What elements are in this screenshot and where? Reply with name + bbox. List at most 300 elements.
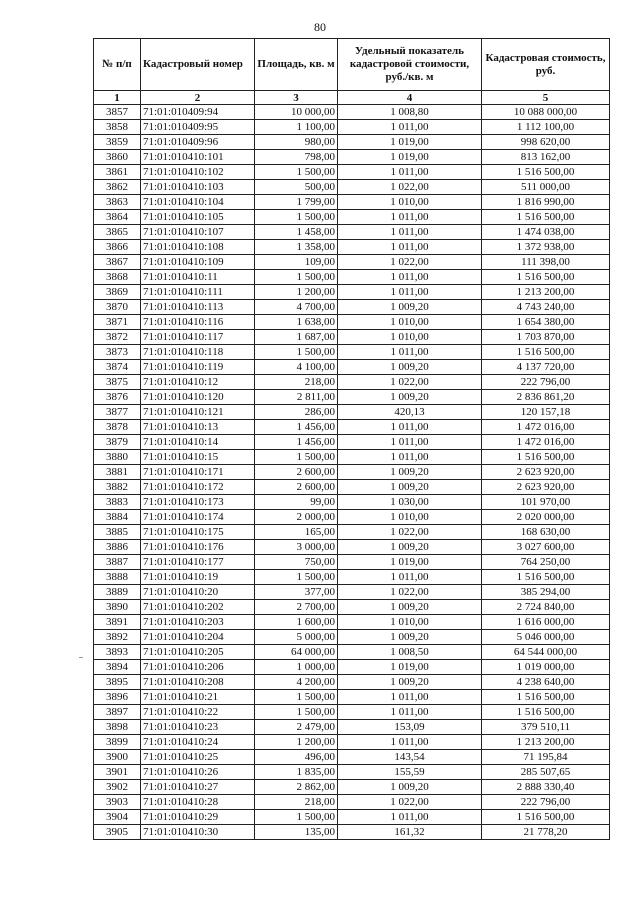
table-row — [94, 660, 610, 675]
table-header-row — [94, 39, 610, 91]
cadastral-value: 1 112 100,00 — [482, 120, 610, 135]
cadastral-value: 168 630,00 — [482, 525, 610, 540]
cadastral-number: 71:01:010410:11 — [141, 270, 255, 285]
row-number: 3894 — [94, 660, 141, 675]
cadastral-number: 71:01:010410:206 — [141, 660, 255, 675]
unit-value: 1 030,00 — [338, 495, 482, 510]
row-number: 3901 — [94, 765, 141, 780]
cadastral-number: 71:01:010410:103 — [141, 180, 255, 195]
cadastral-value: 222 796,00 — [482, 795, 610, 810]
area-value: 1 500,00 — [255, 570, 338, 585]
area-value: 1 358,00 — [255, 240, 338, 255]
area-value: 218,00 — [255, 375, 338, 390]
area-value: 4 700,00 — [255, 300, 338, 315]
table-row — [94, 165, 610, 180]
row-number: 3885 — [94, 525, 141, 540]
row-number: 3884 — [94, 510, 141, 525]
cadastral-number: 71:01:010410:13 — [141, 420, 255, 435]
row-number: 3903 — [94, 795, 141, 810]
table-row — [94, 345, 610, 360]
area-value: 2 000,00 — [255, 510, 338, 525]
header-cadastral-value: Кадастровая стоимость, руб. — [482, 39, 610, 91]
unit-value: 1 019,00 — [338, 135, 482, 150]
cadastral-number: 71:01:010410:119 — [141, 360, 255, 375]
cadastral-value: 1 703 870,00 — [482, 330, 610, 345]
cadastral-value: 1 472 016,00 — [482, 420, 610, 435]
unit-value: 1 022,00 — [338, 525, 482, 540]
table-row — [94, 420, 610, 435]
area-value: 4 200,00 — [255, 675, 338, 690]
page-number: 80 — [314, 20, 326, 34]
row-number: 3861 — [94, 165, 141, 180]
unit-value: 1 009,20 — [338, 630, 482, 645]
row-number: 3873 — [94, 345, 141, 360]
area-value: 1 500,00 — [255, 210, 338, 225]
cadastral-value: 1 516 500,00 — [482, 570, 610, 585]
cadastral-number: 71:01:010410:14 — [141, 435, 255, 450]
unit-value: 1 022,00 — [338, 585, 482, 600]
unit-value: 1 011,00 — [338, 285, 482, 300]
table-row — [94, 255, 610, 270]
cadastral-number: 71:01:010410:204 — [141, 630, 255, 645]
table-row — [94, 150, 610, 165]
row-number: 3875 — [94, 375, 141, 390]
cadastral-value: 2 888 330,40 — [482, 780, 610, 795]
unit-value: 143,54 — [338, 750, 482, 765]
cadastral-value: 1 516 500,00 — [482, 345, 610, 360]
cadastral-number: 71:01:010410:24 — [141, 735, 255, 750]
area-value: 1 500,00 — [255, 450, 338, 465]
cadastral-value: 813 162,00 — [482, 150, 610, 165]
area-value: 1 687,00 — [255, 330, 338, 345]
cadastral-value: 2 623 920,00 — [482, 480, 610, 495]
cadastral-number: 71:01:010410:101 — [141, 150, 255, 165]
cadastral-value: 1 516 500,00 — [482, 210, 610, 225]
cadastral-value: 4 743 240,00 — [482, 300, 610, 315]
unit-value: 1 009,20 — [338, 780, 482, 795]
unit-value: 1 009,20 — [338, 675, 482, 690]
table-row — [94, 180, 610, 195]
cadastral-number: 71:01:010409:94 — [141, 105, 255, 120]
row-number: 3859 — [94, 135, 141, 150]
area-value: 64 000,00 — [255, 645, 338, 660]
cadastral-number: 71:01:010410:202 — [141, 600, 255, 615]
table-row — [94, 495, 610, 510]
unit-value: 1 011,00 — [338, 705, 482, 720]
area-value: 2 811,00 — [255, 390, 338, 405]
cadastral-number: 71:01:010410:108 — [141, 240, 255, 255]
cadastral-number: 71:01:010410:27 — [141, 780, 255, 795]
header-row-number: № п/п — [94, 39, 141, 91]
cadastral-number: 71:01:010410:121 — [141, 405, 255, 420]
table-row — [94, 795, 610, 810]
area-value: 2 700,00 — [255, 600, 338, 615]
row-number: 3869 — [94, 285, 141, 300]
table-row — [94, 615, 610, 630]
unit-value: 1 022,00 — [338, 255, 482, 270]
scan-mark — [79, 657, 83, 658]
area-value: 1 600,00 — [255, 615, 338, 630]
row-number: 3895 — [94, 675, 141, 690]
unit-value: 1 011,00 — [338, 270, 482, 285]
unit-value: 1 011,00 — [338, 570, 482, 585]
column-number: 2 — [141, 91, 255, 105]
row-number: 3888 — [94, 570, 141, 585]
cadastral-value: 222 796,00 — [482, 375, 610, 390]
row-number: 3872 — [94, 330, 141, 345]
column-number: 5 — [482, 91, 610, 105]
row-number: 3866 — [94, 240, 141, 255]
cadastral-value: 1 019 000,00 — [482, 660, 610, 675]
cadastral-value: 5 046 000,00 — [482, 630, 610, 645]
unit-value: 1 009,20 — [338, 600, 482, 615]
header-unit-value: Удельный показатель кадастровой стоимости, руб./кв. м — [338, 39, 482, 91]
table-row — [94, 390, 610, 405]
area-value: 109,00 — [255, 255, 338, 270]
row-number: 3876 — [94, 390, 141, 405]
table-row — [94, 375, 610, 390]
cadastral-number: 71:01:010410:29 — [141, 810, 255, 825]
area-value: 10 000,00 — [255, 105, 338, 120]
cadastral-value: 379 510,11 — [482, 720, 610, 735]
table-row — [94, 330, 610, 345]
unit-value: 1 019,00 — [338, 150, 482, 165]
table-row — [94, 450, 610, 465]
cadastral-value: 1 372 938,00 — [482, 240, 610, 255]
row-number: 3878 — [94, 420, 141, 435]
row-number: 3863 — [94, 195, 141, 210]
area-value: 1 638,00 — [255, 315, 338, 330]
cadastral-number: 71:01:010410:171 — [141, 465, 255, 480]
row-number: 3898 — [94, 720, 141, 735]
cadastral-number: 71:01:010410:22 — [141, 705, 255, 720]
row-number: 3881 — [94, 465, 141, 480]
cadastral-value: 1 616 000,00 — [482, 615, 610, 630]
area-value: 798,00 — [255, 150, 338, 165]
cadastral-value: 1 474 038,00 — [482, 225, 610, 240]
unit-value: 1 011,00 — [338, 420, 482, 435]
header-cadastral-number: Кадастровый номер — [141, 39, 255, 91]
row-number: 3870 — [94, 300, 141, 315]
table-row — [94, 225, 610, 240]
row-number: 3892 — [94, 630, 141, 645]
cadastral-number: 71:01:010409:95 — [141, 120, 255, 135]
cadastral-value: 1 516 500,00 — [482, 690, 610, 705]
row-number: 3877 — [94, 405, 141, 420]
cadastral-number: 71:01:010410:105 — [141, 210, 255, 225]
unit-value: 1 011,00 — [338, 120, 482, 135]
area-value: 135,00 — [255, 825, 338, 840]
area-value: 165,00 — [255, 525, 338, 540]
unit-value: 1 008,50 — [338, 645, 482, 660]
table-row — [94, 195, 610, 210]
row-number: 3880 — [94, 450, 141, 465]
unit-value: 1 022,00 — [338, 795, 482, 810]
cadastral-number: 71:01:010410:26 — [141, 765, 255, 780]
unit-value: 1 022,00 — [338, 375, 482, 390]
area-value: 5 000,00 — [255, 630, 338, 645]
cadastral-value: 998 620,00 — [482, 135, 610, 150]
table-row — [94, 285, 610, 300]
row-number: 3896 — [94, 690, 141, 705]
row-number: 3879 — [94, 435, 141, 450]
table-row — [94, 315, 610, 330]
cadastral-number: 71:01:010410:109 — [141, 255, 255, 270]
area-value: 4 100,00 — [255, 360, 338, 375]
cadastral-number: 71:01:010410:21 — [141, 690, 255, 705]
cadastral-value: 21 778,20 — [482, 825, 610, 840]
area-value: 2 862,00 — [255, 780, 338, 795]
area-value: 1 799,00 — [255, 195, 338, 210]
area-value: 1 500,00 — [255, 345, 338, 360]
column-number: 3 — [255, 91, 338, 105]
unit-value: 1 010,00 — [338, 330, 482, 345]
cadastral-value: 1 516 500,00 — [482, 705, 610, 720]
table-row — [94, 705, 610, 720]
cadastral-value: 385 294,00 — [482, 585, 610, 600]
area-value: 2 600,00 — [255, 480, 338, 495]
cadastral-value: 111 398,00 — [482, 255, 610, 270]
table-row — [94, 510, 610, 525]
cadastral-number: 71:01:010410:12 — [141, 375, 255, 390]
cadastral-number: 71:01:010410:102 — [141, 165, 255, 180]
table-row — [94, 675, 610, 690]
unit-value: 1 010,00 — [338, 615, 482, 630]
row-number: 3868 — [94, 270, 141, 285]
table-row — [94, 405, 610, 420]
cadastral-number: 71:01:010410:111 — [141, 285, 255, 300]
cadastral-number: 71:01:010410:174 — [141, 510, 255, 525]
cadastral-value: 2 623 920,00 — [482, 465, 610, 480]
table-row — [94, 780, 610, 795]
cadastral-value: 1 472 016,00 — [482, 435, 610, 450]
row-number: 3890 — [94, 600, 141, 615]
cadastral-number: 71:01:010410:20 — [141, 585, 255, 600]
unit-value: 1 011,00 — [338, 345, 482, 360]
area-value: 2 600,00 — [255, 465, 338, 480]
unit-value: 1 009,20 — [338, 360, 482, 375]
cadastral-value: 3 027 600,00 — [482, 540, 610, 555]
row-number: 3865 — [94, 225, 141, 240]
row-number: 3858 — [94, 120, 141, 135]
area-value: 1 500,00 — [255, 690, 338, 705]
cadastral-value-table — [93, 38, 610, 840]
table-row — [94, 570, 610, 585]
area-value: 1 200,00 — [255, 735, 338, 750]
unit-value: 1 009,20 — [338, 480, 482, 495]
row-number: 3886 — [94, 540, 141, 555]
cadastral-number: 71:01:010410:117 — [141, 330, 255, 345]
cadastral-number: 71:01:010410:107 — [141, 225, 255, 240]
cadastral-value: 4 238 640,00 — [482, 675, 610, 690]
row-number: 3891 — [94, 615, 141, 630]
cadastral-value: 1 654 380,00 — [482, 315, 610, 330]
row-number: 3857 — [94, 105, 141, 120]
area-value: 3 000,00 — [255, 540, 338, 555]
table-row — [94, 810, 610, 825]
table-row — [94, 720, 610, 735]
cadastral-value: 1 516 500,00 — [482, 810, 610, 825]
area-value: 1 200,00 — [255, 285, 338, 300]
area-value: 1 500,00 — [255, 810, 338, 825]
cadastral-number: 71:01:010410:177 — [141, 555, 255, 570]
cadastral-value: 4 137 720,00 — [482, 360, 610, 375]
cadastral-number: 71:01:010410:104 — [141, 195, 255, 210]
cadastral-number: 71:01:010410:173 — [141, 495, 255, 510]
cadastral-value: 2 836 861,20 — [482, 390, 610, 405]
unit-value: 1 010,00 — [338, 315, 482, 330]
cadastral-value: 1 213 200,00 — [482, 735, 610, 750]
row-number: 3897 — [94, 705, 141, 720]
cadastral-number: 71:01:010410:118 — [141, 345, 255, 360]
row-number: 3883 — [94, 495, 141, 510]
table-row — [94, 600, 610, 615]
area-value: 99,00 — [255, 495, 338, 510]
cadastral-value: 71 195,84 — [482, 750, 610, 765]
cadastral-number: 71:01:010410:205 — [141, 645, 255, 660]
area-value: 377,00 — [255, 585, 338, 600]
cadastral-value: 1 516 500,00 — [482, 165, 610, 180]
table-row — [94, 525, 610, 540]
cadastral-value: 1 213 200,00 — [482, 285, 610, 300]
area-value: 1 835,00 — [255, 765, 338, 780]
cadastral-value: 1 516 500,00 — [482, 450, 610, 465]
cadastral-number: 71:01:010409:96 — [141, 135, 255, 150]
unit-value: 1 010,00 — [338, 510, 482, 525]
unit-value: 1 011,00 — [338, 735, 482, 750]
unit-value: 1 009,20 — [338, 300, 482, 315]
unit-value: 1 011,00 — [338, 240, 482, 255]
header-area: Площадь, кв. м — [255, 39, 338, 91]
cadastral-number: 71:01:010410:116 — [141, 315, 255, 330]
row-number: 3905 — [94, 825, 141, 840]
table-row — [94, 555, 610, 570]
area-value: 286,00 — [255, 405, 338, 420]
cadastral-value: 1 816 990,00 — [482, 195, 610, 210]
cadastral-number: 71:01:010410:203 — [141, 615, 255, 630]
row-number: 3900 — [94, 750, 141, 765]
cadastral-value: 511 000,00 — [482, 180, 610, 195]
cadastral-number: 71:01:010410:172 — [141, 480, 255, 495]
area-value: 1 500,00 — [255, 705, 338, 720]
cadastral-number: 71:01:010410:28 — [141, 795, 255, 810]
unit-value: 1 019,00 — [338, 660, 482, 675]
unit-value: 1 011,00 — [338, 435, 482, 450]
table-row — [94, 645, 610, 660]
row-number: 3889 — [94, 585, 141, 600]
row-number: 3904 — [94, 810, 141, 825]
cadastral-value: 64 544 000,00 — [482, 645, 610, 660]
row-number: 3882 — [94, 480, 141, 495]
table-body — [94, 105, 610, 840]
cadastral-number: 71:01:010410:25 — [141, 750, 255, 765]
area-value: 218,00 — [255, 795, 338, 810]
cadastral-number: 71:01:010410:120 — [141, 390, 255, 405]
cadastral-number: 71:01:010410:176 — [141, 540, 255, 555]
table-row — [94, 750, 610, 765]
row-number: 3902 — [94, 780, 141, 795]
table-row — [94, 630, 610, 645]
table-row — [94, 765, 610, 780]
table-row — [94, 690, 610, 705]
column-number-row — [94, 91, 610, 105]
unit-value: 1 011,00 — [338, 450, 482, 465]
row-number: 3864 — [94, 210, 141, 225]
cadastral-number: 71:01:010410:30 — [141, 825, 255, 840]
area-value: 1 500,00 — [255, 270, 338, 285]
table-row — [94, 825, 610, 840]
unit-value: 420,13 — [338, 405, 482, 420]
table-row — [94, 735, 610, 750]
table-row — [94, 585, 610, 600]
area-value: 1 000,00 — [255, 660, 338, 675]
area-value: 2 479,00 — [255, 720, 338, 735]
unit-value: 1 011,00 — [338, 225, 482, 240]
table-row — [94, 105, 610, 120]
row-number: 3867 — [94, 255, 141, 270]
table-row — [94, 465, 610, 480]
area-value: 1 456,00 — [255, 420, 338, 435]
cadastral-value: 764 250,00 — [482, 555, 610, 570]
unit-value: 161,32 — [338, 825, 482, 840]
cadastral-number: 71:01:010410:175 — [141, 525, 255, 540]
unit-value: 1 009,20 — [338, 465, 482, 480]
cadastral-number: 71:01:010410:208 — [141, 675, 255, 690]
table-row — [94, 210, 610, 225]
unit-value: 1 008,80 — [338, 105, 482, 120]
unit-value: 153,09 — [338, 720, 482, 735]
cadastral-value: 2 020 000,00 — [482, 510, 610, 525]
row-number: 3874 — [94, 360, 141, 375]
table-row — [94, 435, 610, 450]
cadastral-number: 71:01:010410:23 — [141, 720, 255, 735]
unit-value: 1 022,00 — [338, 180, 482, 195]
cadastral-value: 120 157,18 — [482, 405, 610, 420]
unit-value: 1 011,00 — [338, 165, 482, 180]
row-number: 3893 — [94, 645, 141, 660]
cadastral-value: 2 724 840,00 — [482, 600, 610, 615]
unit-value: 155,59 — [338, 765, 482, 780]
area-value: 750,00 — [255, 555, 338, 570]
row-number: 3860 — [94, 150, 141, 165]
cadastral-value: 101 970,00 — [482, 495, 610, 510]
column-number: 1 — [94, 91, 141, 105]
table-row — [94, 540, 610, 555]
area-value: 980,00 — [255, 135, 338, 150]
column-number: 4 — [338, 91, 482, 105]
unit-value: 1 011,00 — [338, 210, 482, 225]
row-number: 3887 — [94, 555, 141, 570]
table-row — [94, 480, 610, 495]
unit-value: 1 019,00 — [338, 555, 482, 570]
area-value: 1 456,00 — [255, 435, 338, 450]
row-number: 3899 — [94, 735, 141, 750]
unit-value: 1 010,00 — [338, 195, 482, 210]
cadastral-number: 71:01:010410:113 — [141, 300, 255, 315]
area-value: 1 100,00 — [255, 120, 338, 135]
cadastral-number: 71:01:010410:15 — [141, 450, 255, 465]
area-value: 500,00 — [255, 180, 338, 195]
row-number: 3862 — [94, 180, 141, 195]
cadastral-number: 71:01:010410:19 — [141, 570, 255, 585]
table-row — [94, 270, 610, 285]
table-row — [94, 300, 610, 315]
cadastral-value: 1 516 500,00 — [482, 270, 610, 285]
table-row — [94, 240, 610, 255]
row-number: 3871 — [94, 315, 141, 330]
table-row — [94, 120, 610, 135]
table-row — [94, 360, 610, 375]
